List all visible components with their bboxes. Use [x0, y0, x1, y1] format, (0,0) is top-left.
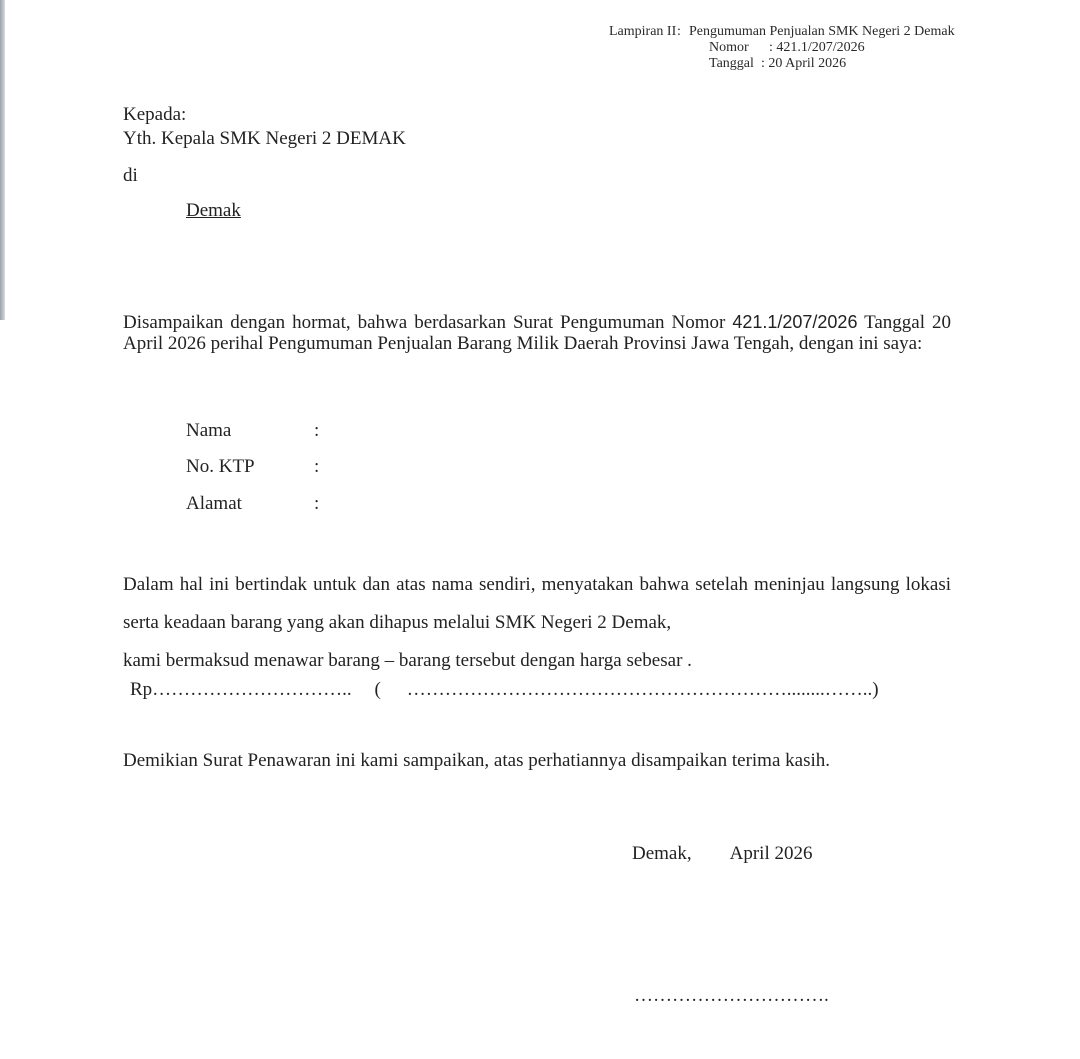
field-label: Alamat: [186, 493, 242, 514]
field-label: No. KTP: [186, 456, 255, 477]
field-colon: :: [314, 420, 320, 441]
appendix-row-tanggal: [609, 56, 955, 72]
field-ktp: [186, 456, 319, 478]
statement-last-line: kami bermaksud menawar barang – barang tersebut dengan harga sebesar .: [123, 650, 692, 671]
statement-paragraph: [123, 566, 951, 680]
nomor-label: Nomor: [709, 40, 749, 55]
nomor-value: : 421.1/207/2026: [769, 40, 865, 55]
field-alamat: [186, 493, 319, 515]
signature-place-date: [632, 843, 812, 865]
field-colon: :: [314, 456, 320, 477]
tanggal-value: : 20 April 2026: [761, 56, 847, 71]
signature-date: April 2026: [729, 843, 813, 864]
field-label: Nama: [186, 420, 232, 441]
intro-number: 421.1/207/2026: [732, 312, 858, 332]
scan-edge: [0, 0, 5, 320]
price-words: ……………………………………………………........……..): [406, 679, 879, 700]
intro-paragraph: [123, 312, 951, 354]
price-line: [130, 679, 879, 701]
addressee: Yth. Kepala SMK Negeri 2 DEMAK: [123, 128, 406, 149]
kepada-label: Kepada:: [123, 104, 187, 125]
appendix-colon: :: [677, 24, 681, 39]
intro-part2: Tanggal 20 April 2026 perihal Pengumuman Penjualan Barang Milik Daerah Provinsi Jawa Tengah, dengan ini saya:: [123, 312, 951, 354]
closing-sentence: Demikian Surat Penawaran ini kami sampaikan, atas perhatiannya disampaikan terima kasih.: [123, 750, 830, 771]
signature-place: Demak,: [632, 843, 692, 864]
field-nama: [186, 420, 319, 442]
appendix-header: [609, 24, 955, 72]
price-open-paren: (: [374, 679, 381, 700]
tanggal-label: Tanggal: [709, 56, 754, 71]
appendix-label: Lampiran II: [609, 24, 677, 39]
recipient-city: Demak: [186, 200, 241, 221]
price-amount: Rp…………………………..: [130, 679, 357, 700]
intro-part1: Disampaikan dengan hormat, bahwa berdasarkan Surat Pengumuman Nomor: [123, 312, 733, 333]
appendix-subject: Pengumuman Penjualan SMK Negeri 2 Demak: [689, 24, 955, 39]
appendix-row-subject: [609, 24, 955, 40]
appendix-row-nomor: [609, 40, 955, 56]
di-label: di: [123, 165, 138, 186]
signature-line: ………………………….: [634, 985, 829, 1006]
field-colon: :: [314, 493, 320, 514]
statement-text: Dalam hal ini bertindak untuk dan atas nama sendiri, menyatakan bahwa setelah meninjau langsung lokasi serta keadaan barang yang akan dihapus melalui SMK Negeri 2 Demak,: [123, 574, 951, 633]
